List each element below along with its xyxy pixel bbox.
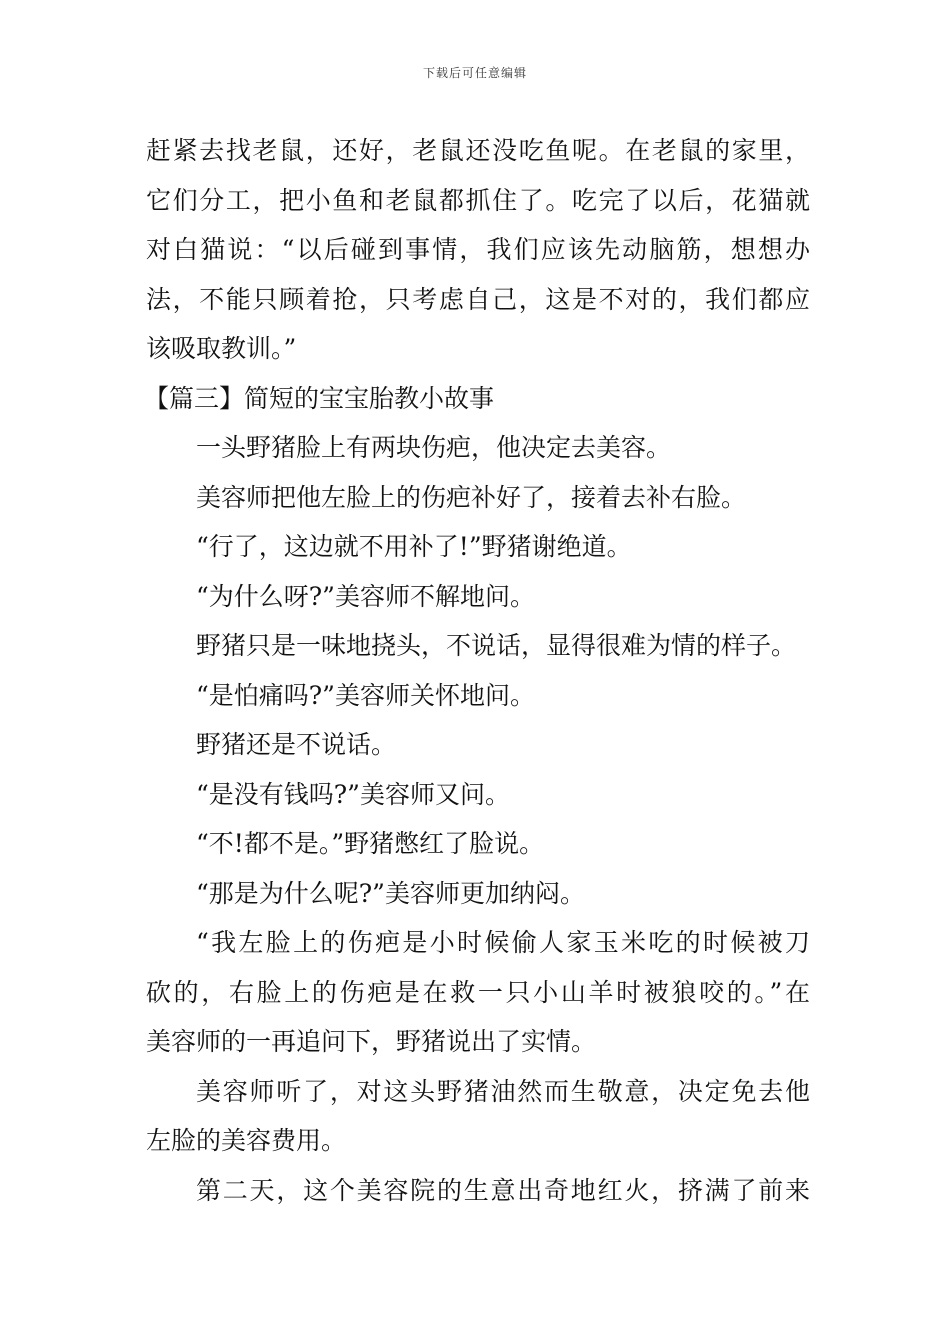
text-line: “那是为什么呢?”美容师更加纳闷。 — [196, 878, 585, 908]
text-line: 左脸的美容费用。 — [146, 1126, 347, 1155]
text-line: “为什么呀?”美容师不解地问。 — [196, 581, 535, 611]
text-line: 赶紧去找老鼠，还好，老鼠还没吃鱼呢。在老鼠的家里， — [146, 136, 810, 165]
text-line: 一头野猪脸上有两块伤疤，他决定去美容。 — [196, 433, 672, 462]
text-line: “我左脸上的伤疤是小时候偷人家玉米吃的时候被刀 — [196, 928, 810, 957]
text-line: 美容师的一再追问下，野猪说出了实情。 — [146, 1027, 597, 1056]
page-header: 下载后可任意编辑 — [422, 66, 527, 80]
text-line: 野猪还是不说话。 — [196, 730, 397, 759]
text-line: 该吸取教训。” — [146, 334, 297, 363]
text-line: 第二天，这个美容院的生意出奇地红火，挤满了前来 — [196, 1175, 810, 1205]
text-line: “是怕痛吗?”美容师关怀地问。 — [196, 680, 535, 710]
text-line: 野猪只是一味地挠头，不说话，显得很难为情的样子。 — [196, 631, 797, 660]
text-line: “行了，这边就不用补了!”野猪谢绝道。 — [196, 532, 632, 561]
text-line: 美容师把他左脸上的伤疤补好了，接着去补右脸。 — [196, 482, 747, 512]
document-body — [146, 126, 810, 1215]
text-line: “不!都不是。”野猪憋红了脸说。 — [196, 829, 545, 858]
text-line: “是没有钱吗?”美容师又问。 — [196, 779, 510, 809]
text-line: 它们分工，把小鱼和老鼠都抓住了。吃完了以后，花猫就 — [146, 185, 810, 215]
text-line: 对白猫说：“以后碰到事情，我们应该先动脑筋，想想办 — [146, 235, 810, 264]
text-line: 砍的，右脸上的伤疤是在救一只小山羊时被狼咬的。”在 — [146, 977, 810, 1007]
section-heading: 【篇三】简短的宝宝胎教小故事 — [144, 383, 495, 413]
text-line: 美容师听了，对这头野猪油然而生敬意，决定免去他 — [196, 1076, 810, 1106]
text-line: 法，不能只顾着抢，只考虑自己，这是不对的，我们都应 — [146, 284, 810, 314]
